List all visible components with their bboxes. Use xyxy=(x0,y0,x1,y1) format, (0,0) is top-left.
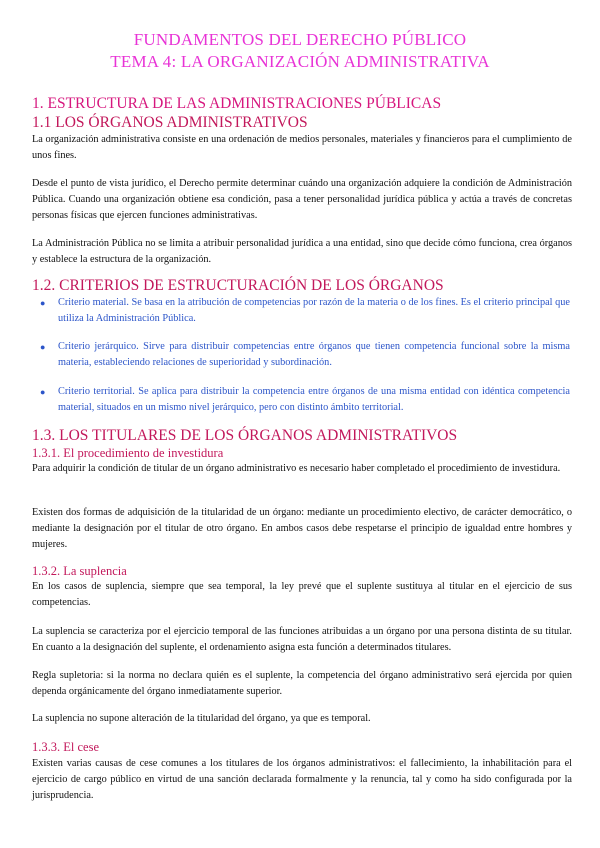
paragraph-suplencia-titularidad: La suplencia no supone alteración de la titularidad del órgano, ya que es temporal. xyxy=(32,713,371,724)
subsubsection-heading-suplencia: 1.3.2. La suplencia xyxy=(32,564,127,578)
paragraph-punto-de-vista: Desde el punto de vista jurídico, el Derecho permite determinar cuándo una organización adquiere la condición de Administración Pública. Cuando una organización obtiene esa condición, pasa a tener personalidad jurídica pública y actúa a través de concretas personas físicas que ejercen funciones administrativas. xyxy=(32,178,572,221)
paragraph-regla-supletoria: Regla supletoria: si la norma no declara quién es el suplente, la competencia del órgano administrativo será ejercida por quien dependa orgánicamente del órgano inmediatamente superior. xyxy=(32,670,572,697)
subsection-heading-criterios: 1.2. CRITERIOS DE ESTRUCTURACIÓN DE LOS ÓRGANOS xyxy=(32,277,444,294)
document-title-line2: TEMA 4: LA ORGANIZACIÓN ADMINISTRATIVA xyxy=(110,52,490,71)
section-heading-estructura: 1. ESTRUCTURA DE LAS ADMINISTRACIONES PÚBLICAS xyxy=(32,95,442,112)
paragraph-causas-cese: Existen varias causas de cese comunes a los titulares de los órganos administrativos: el fallecimiento, la inhabilitación para el ejercicio de cargo público en virtud de una sanción declarada formalmente y la renuncia, tal y como ha sido configurada por la jurisprudencia. xyxy=(32,758,572,801)
list-item-criterio-material xyxy=(40,295,570,327)
subsubsection-heading-cese: 1.3.3. El cese xyxy=(32,740,99,754)
paragraph-administracion: La Administración Pública no se limita a atribuir personalidad jurídica a una entidad, sino que decide cómo funciona, crea órganos y establece la estructura de la organización. xyxy=(32,238,572,265)
bullet-icon: ● xyxy=(40,298,46,308)
subsection-heading-organos: 1.1 LOS ÓRGANOS ADMINISTRATIVOS xyxy=(32,114,308,131)
document-title-line1: FUNDAMENTOS DEL DERECHO PÚBLICO xyxy=(133,30,467,49)
paragraph-caracteriza-suplencia: La suplencia se caracteriza por el ejercicio temporal de las funciones atribuidas a un órgano por una persona distinta de su titular. En cuanto a la designación del suplente, el ordenamiento asigna esta función a determinados titulares. xyxy=(32,626,572,653)
list-item-text: Criterio territorial. Se aplica para distribuir la competencia entre órganos de una misma entidad con idéntica competencia material, situados en un mismo nivel jerárquico, pero con distinto ámbito territorial. xyxy=(58,386,570,413)
paragraph-formas-adquisicion: Existen dos formas de adquisición de la titularidad de un órgano: mediante un procedimiento electivo, de carácter democrático, o mediante la designación por el titular de otro órgano. En ambos casos debe respetarse el principio de igualdad entre hombres y mujeres. xyxy=(32,507,572,550)
list-item-criterio-territorial xyxy=(40,384,570,416)
subsection-heading-titulares: 1.3. LOS TITULARES DE LOS ÓRGANOS ADMINISTRATIVOS xyxy=(32,427,458,444)
list-item-text: Criterio material. Se basa en la atribución de competencias por razón de la materia o de los fines. Es el criterio principal que utiliza la Administración Pública. xyxy=(58,297,570,324)
list-item-criterio-jerarquico xyxy=(40,339,570,371)
subsubsection-heading-investidura: 1.3.1. El procedimiento de investidura xyxy=(32,446,224,460)
paragraph-investidura: Para adquirir la condición de titular de un órgano administrativo es necesario haber completado el procedimiento de investidura. xyxy=(32,463,561,474)
paragraph-casos-suplencia: En los casos de suplencia, siempre que sea temporal, la ley prevé que el suplente sustituya al titular en el ejercicio de sus competencias. xyxy=(32,581,572,608)
paragraph-organizacion: La organización administrativa consiste en una ordenación de medios personales, materiales y financieros para el cumplimiento de unos fines. xyxy=(32,134,572,161)
bullet-icon: ● xyxy=(40,342,46,352)
bullet-icon: ● xyxy=(40,387,46,397)
list-item-text: Criterio jerárquico. Sirve para distribuir competencias entre órganos que tienen competencia funcional sobre la misma materia, estableciendo relaciones de superioridad y subordinación. xyxy=(58,341,570,368)
